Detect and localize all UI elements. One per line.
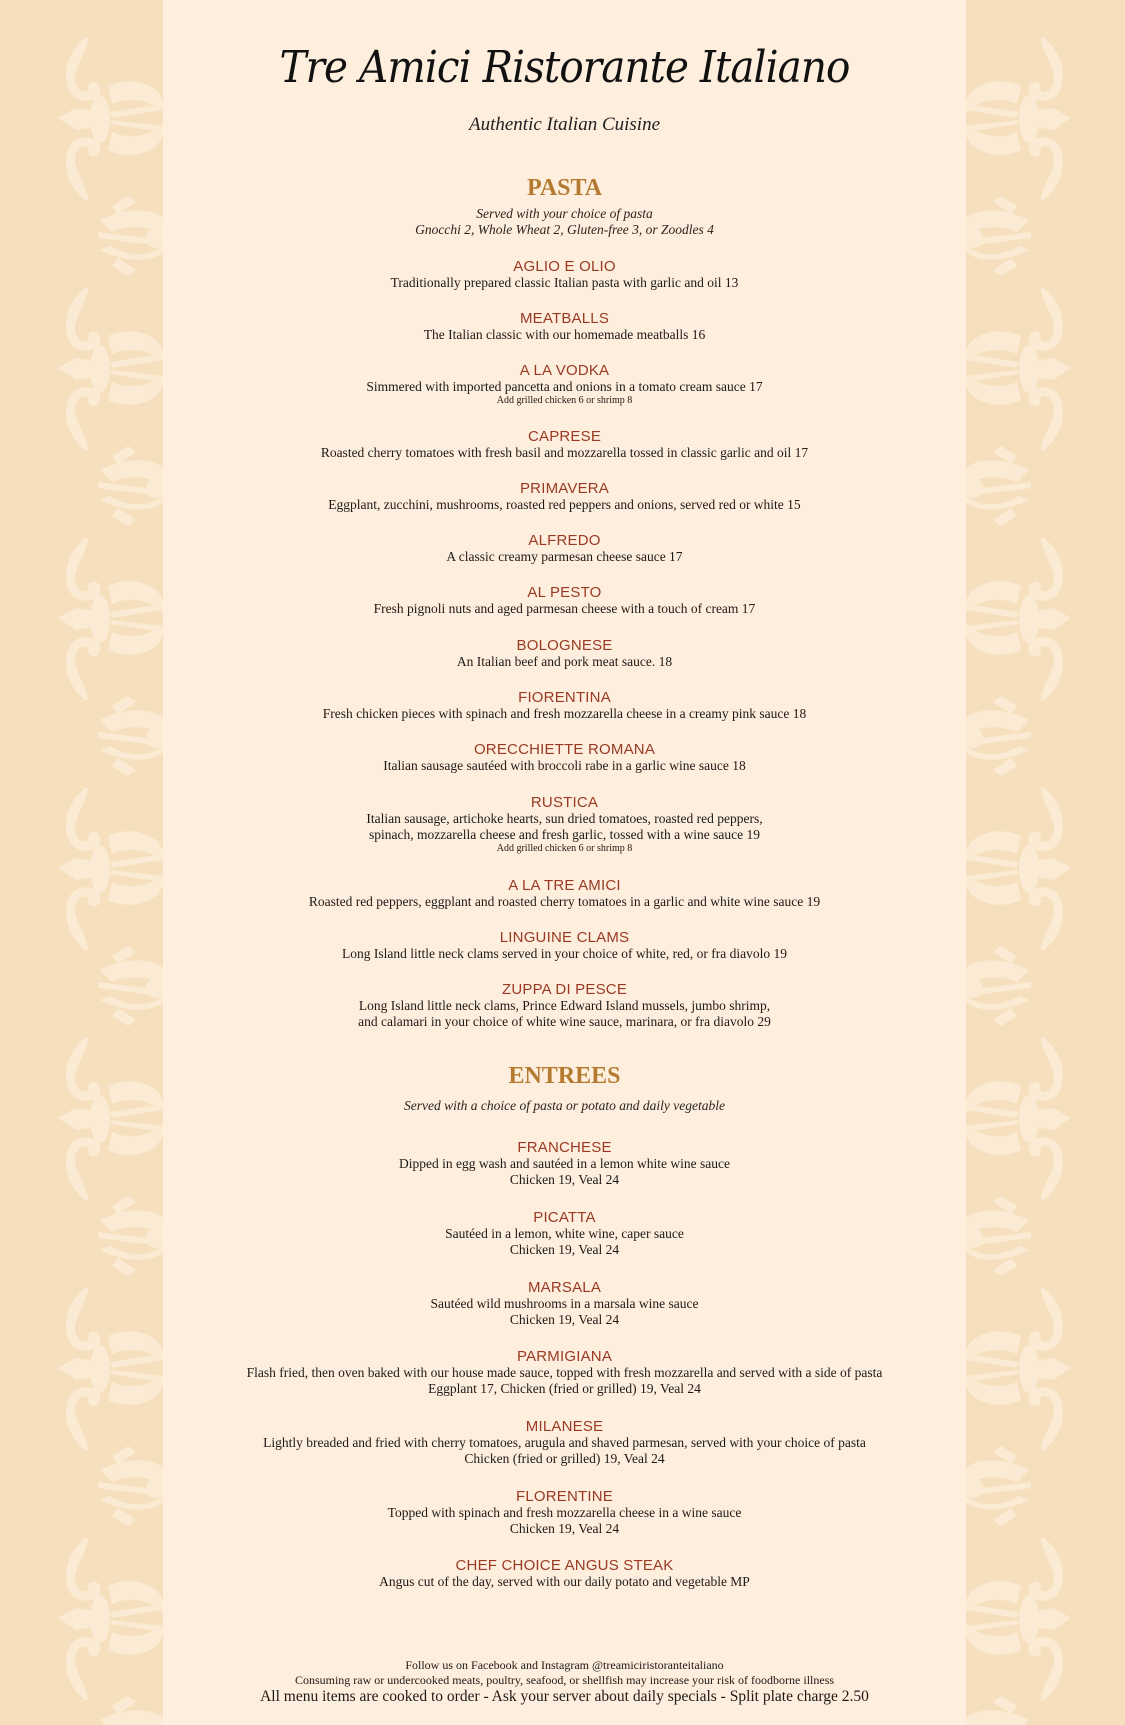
item-price: Chicken 19, Veal 24: [509, 1521, 620, 1536]
item-price: Chicken (fried or grilled) 19, Veal 24: [464, 1451, 665, 1466]
item-description: Fresh pignoli nuts and aged parmesan cheese with a touch of cream 17: [373, 601, 756, 616]
item-description: Fresh chicken pieces with spinach and fresh mozzarella cheese in a creamy pink sauce 18: [322, 706, 807, 721]
item-name: AGLIO E OLIO: [513, 258, 616, 275]
item-description: Topped with spinach and fresh mozzarella cheese in a wine sauce: [387, 1505, 742, 1520]
menu-item: [163, 1557, 966, 1590]
menu-item: [163, 428, 966, 461]
item-name: A LA TRE AMICI: [508, 877, 621, 894]
item-name: MARSALA: [527, 1279, 602, 1296]
item-description: Flash fried, then oven baked with our house made sauce, topped with fresh mozzarella and served with a side of pasta: [246, 1365, 883, 1380]
item-name: MILANESE: [525, 1418, 604, 1435]
item-name: FRANCHESE: [517, 1139, 612, 1156]
item-name: CHEF CHOICE ANGUS STEAK: [455, 1557, 674, 1574]
menu-item: [163, 637, 966, 670]
menu-item: [163, 480, 966, 513]
item-name: MEATBALLS: [519, 310, 610, 327]
item-price: Chicken 19, Veal 24: [509, 1242, 620, 1257]
restaurant-title: Tre Amici Ristorante Italiano: [279, 42, 850, 93]
scroll-ornament-icon: [0, 0, 163, 1725]
menu-item: [163, 1488, 966, 1537]
item-description: Sautéed wild mushrooms in a marsala wine sauce: [430, 1296, 699, 1311]
menu-item: [163, 1348, 966, 1397]
item-name: ORECCHIETTE ROMANA: [473, 741, 656, 758]
item-name: ALFREDO: [528, 532, 601, 549]
menu-item: [163, 929, 966, 962]
item-name: CAPRESE: [527, 428, 602, 445]
entrees-section-header: [163, 1064, 966, 1114]
pasta-note-line1: Served with your choice of pasta: [476, 206, 653, 221]
item-name: FIORENTINA: [518, 689, 611, 706]
menu-item: [163, 1139, 966, 1188]
item-name: ZUPPA DI PESCE: [501, 981, 628, 998]
scroll-ornament-icon: [966, 0, 1125, 1725]
menu-item: [163, 1418, 966, 1467]
item-price: Eggplant 17, Chicken (fried or grilled) 19, Veal 24: [428, 1381, 701, 1396]
item-description-cont: and calamari in your choice of white wine sauce, marinara, or fra diavolo 29: [358, 1014, 771, 1029]
item-description: Sautéed in a lemon, white wine, caper sauce: [445, 1226, 684, 1241]
menu-item: [163, 1209, 966, 1258]
item-description-cont: spinach, mozzarella cheese and fresh garlic, tossed with a wine sauce 19: [369, 827, 760, 842]
item-description: Roasted red peppers, eggplant and roasted cherry tomatoes in a garlic and white wine sauce 19: [308, 894, 821, 909]
menu-item: [163, 1279, 966, 1328]
menu-item: [163, 584, 966, 617]
social-media-note: Follow us on Facebook and Instagram @treamiciristoranteitaliano: [405, 1658, 724, 1672]
item-description: The Italian classic with our homemade meatballs 16: [423, 327, 706, 342]
menu-item: [163, 362, 966, 406]
menu-panel: [163, 0, 966, 1725]
section-heading-pasta: PASTA: [526, 175, 603, 201]
item-description: Italian sausage sautéed with broccoli rabe in a garlic wine sauce 18: [383, 758, 746, 773]
pasta-note-line2: Gnocchi 2, Whole Wheat 2, Gluten-free 3, or Zoodles 4: [415, 222, 714, 237]
item-description: A classic creamy parmesan cheese sauce 17: [446, 549, 683, 564]
item-name: AL PESTO: [527, 584, 602, 601]
pasta-section-header: [163, 176, 966, 238]
item-name: LINGUINE CLAMS: [499, 929, 630, 946]
item-price: Chicken 19, Veal 24: [509, 1312, 620, 1327]
right-ornamental-border: [966, 0, 1125, 1725]
item-addon: Add grilled chicken 6 or shrimp 8: [496, 395, 633, 406]
restaurant-subtitle: Authentic Italian Cuisine: [468, 114, 661, 135]
item-description: Dipped in egg wash and sautéed in a lemon white wine sauce: [398, 1156, 731, 1171]
item-description: An Italian beef and pork meat sauce. 18: [456, 654, 673, 669]
item-description: Long Island little neck clams, Prince Edward Island mussels, jumbo shrimp,: [358, 998, 771, 1013]
menu-item: [163, 981, 966, 1030]
item-name: A LA VODKA: [519, 362, 610, 379]
item-name: PARMIGIANA: [516, 1348, 613, 1365]
item-price: Chicken 19, Veal 24: [509, 1172, 620, 1187]
item-description: Angus cut of the day, served with our daily potato and vegetable MP: [379, 1574, 750, 1589]
item-name: PICATTA: [533, 1209, 596, 1226]
item-description: Roasted cherry tomatoes with fresh basil and mozzarella tossed in classic garlic and oil 17: [320, 445, 809, 460]
item-description: Traditionally prepared classic Italian pasta with garlic and oil 13: [390, 275, 739, 290]
section-heading-entrees: ENTREES: [508, 1063, 621, 1089]
item-description: Long Island little neck clams served in your choice of white, red, or fra diavolo 19: [342, 946, 787, 961]
menu-item: [163, 532, 966, 565]
item-description: Lightly breaded and fried with cherry tomatoes, arugula and shaved parmesan, served with your choice of pasta: [263, 1435, 866, 1450]
menu-item: [163, 877, 966, 910]
item-name: BOLOGNESE: [516, 637, 613, 654]
item-name: PRIMAVERA: [519, 480, 610, 497]
item-description: Italian sausage, artichoke hearts, sun dried tomatoes, roasted red peppers,: [366, 811, 763, 826]
service-notice: All menu items are cooked to order - Ask your server about daily specials - Split plate charge 2.50: [260, 1688, 869, 1705]
item-name: FLORENTINE: [515, 1488, 613, 1505]
menu-item: [163, 258, 966, 291]
menu-item: [163, 794, 966, 854]
item-description: Simmered with imported pancetta and onions in a tomato cream sauce 17: [366, 379, 763, 394]
menu-item: [163, 310, 966, 343]
item-description: Eggplant, zucchini, mushrooms, roasted red peppers and onions, served red or white 15: [328, 497, 801, 512]
menu-item: [163, 741, 966, 774]
item-name: RUSTICA: [530, 794, 599, 811]
left-ornamental-border: [0, 0, 163, 1725]
entrees-note: Served with a choice of pasta or potato and daily vegetable: [404, 1098, 725, 1113]
item-addon: Add grilled chicken 6 or shrimp 8: [496, 843, 633, 854]
menu-item: [163, 689, 966, 722]
menu-footer: [163, 1658, 966, 1706]
food-safety-warning: Consuming raw or undercooked meats, poultry, seafood, or shellfish may increase your risk of foodborne illness: [294, 1673, 835, 1687]
